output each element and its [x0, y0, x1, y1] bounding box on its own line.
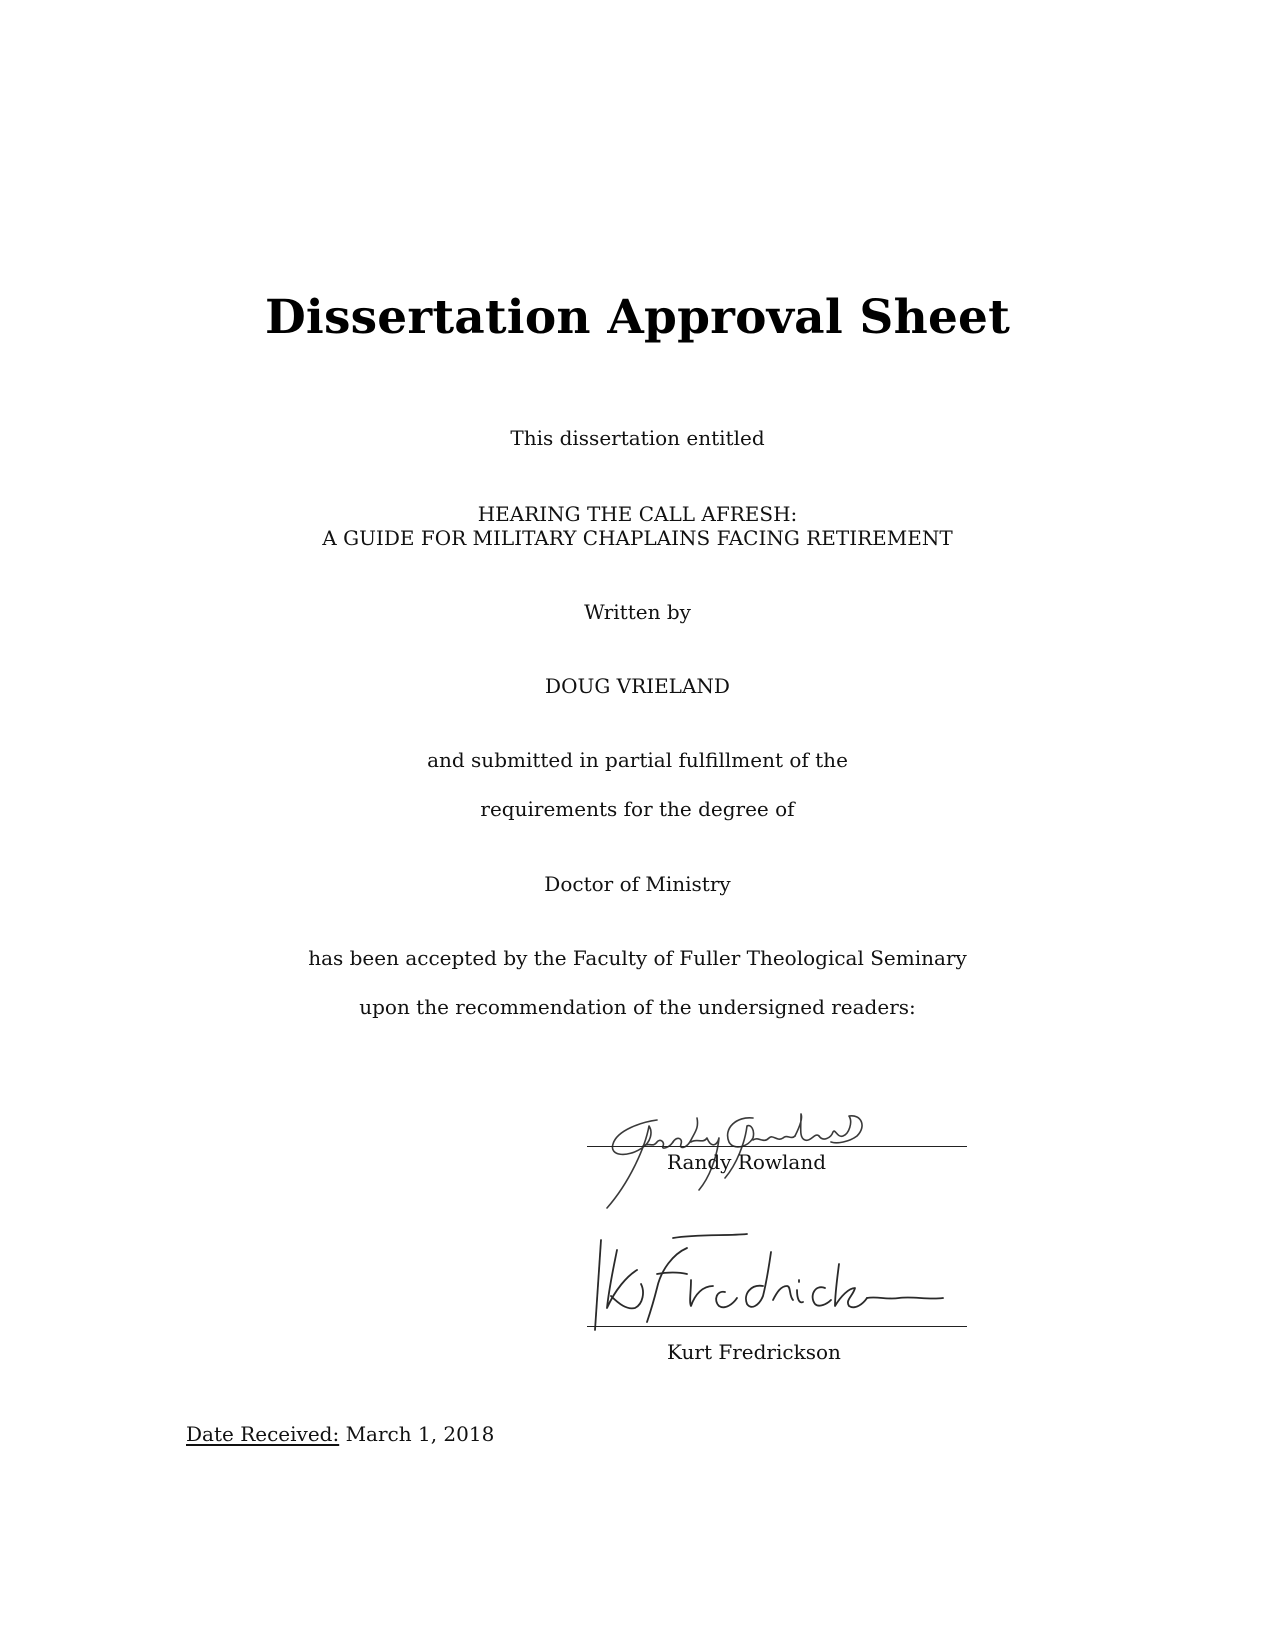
date-received-label: Date Received: — [186, 1422, 340, 1446]
date-received — [186, 1422, 494, 1446]
page-title: Dissertation Approval Sheet — [264, 290, 1011, 345]
acceptance-line-2: upon the recommendation of the undersigned readers: — [359, 995, 916, 1019]
dissertation-title-line-2: A GUIDE FOR MILITARY CHAPLAINS FACING RETIREMENT — [322, 526, 953, 550]
reader-1-signature-block — [587, 1108, 967, 1228]
written-by-label: Written by — [584, 600, 691, 624]
submission-line-1: and submitted in partial fulfillment of the — [427, 748, 848, 772]
intro-text: This dissertation entitled — [510, 426, 765, 450]
degree-name: Doctor of Ministry — [544, 872, 731, 896]
reader-1-signature-line — [587, 1146, 967, 1147]
date-received-value: March 1, 2018 — [345, 1422, 495, 1446]
reader-2-name: Kurt Fredrickson — [667, 1340, 841, 1364]
acceptance-line-1: has been accepted by the Faculty of Fuller Theological Seminary — [308, 946, 967, 970]
dissertation-title-line-1: HEARING THE CALL AFRESH: — [477, 502, 798, 526]
author-name: DOUG VRIELAND — [545, 674, 730, 698]
reader-1-name: Randy Rowland — [667, 1150, 827, 1174]
reader-2-signature — [587, 1230, 967, 1340]
reader-2-signature-line — [587, 1326, 967, 1327]
reader-2-signature-block — [587, 1230, 967, 1364]
submission-line-2: requirements for the degree of — [480, 797, 795, 821]
